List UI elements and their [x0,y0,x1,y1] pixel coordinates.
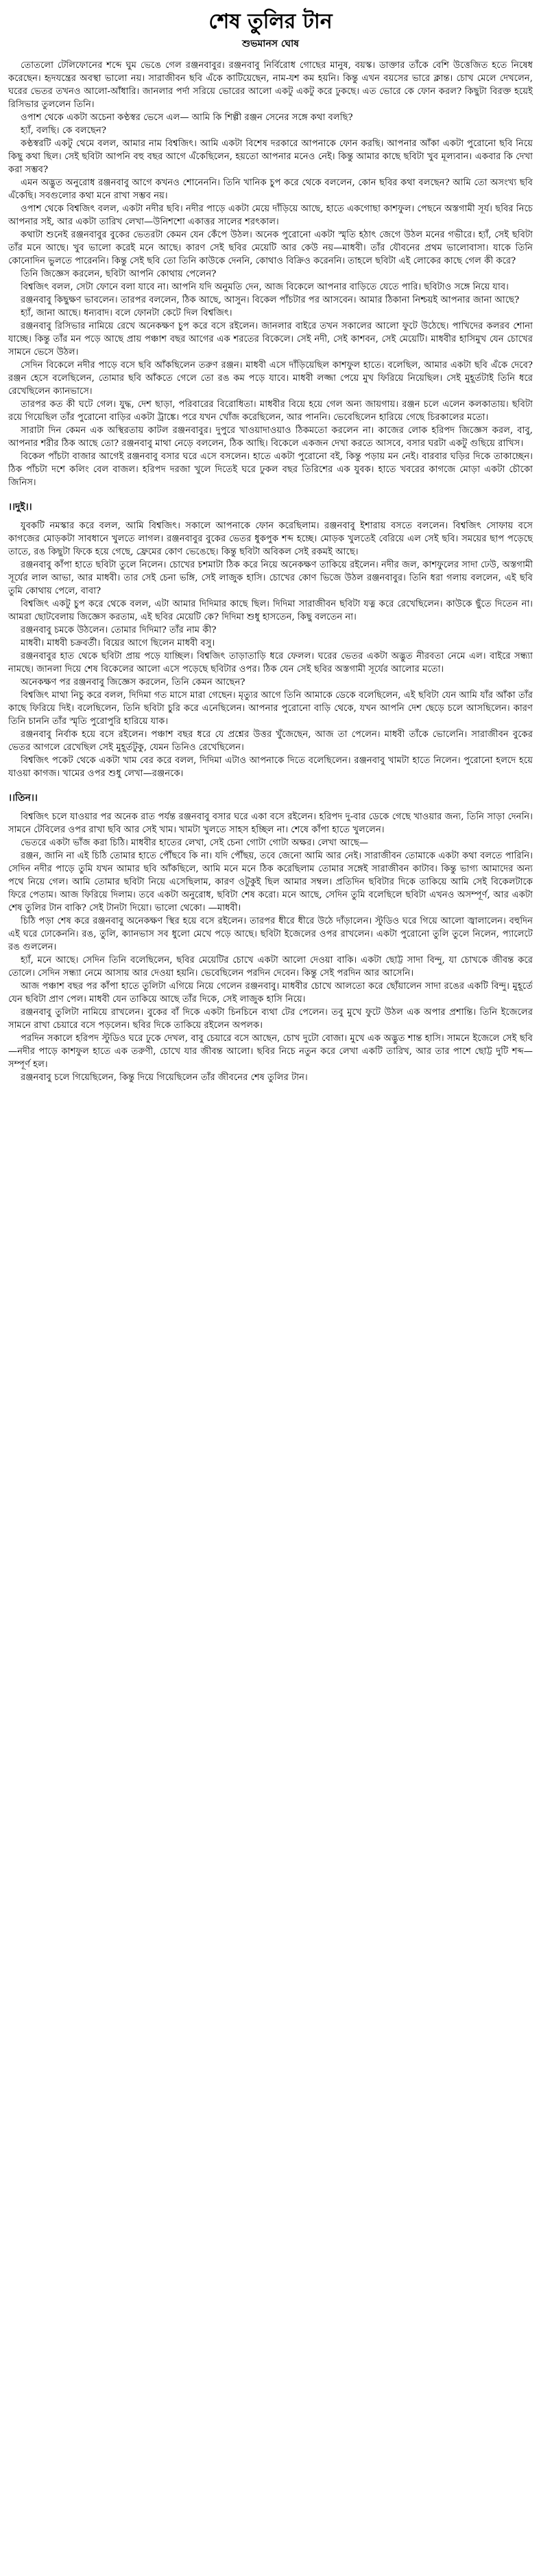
story-section-2 [8,499,533,780]
paragraph: ওপাশ থেকে একটা অচেনা কণ্ঠস্বর ভেসে এল— আমি কি শিল্পী রঞ্জন সেনের সঙ্গে কথা বলছি? [21,113,353,123]
paragraph: বিশ্বজিৎ একটু চুপ করে থেকে বলল, এটা আমার দিদিমার কাছে ছিল। দিদিমা সারাজীবন ছবিটা যত্ন করে রেখেছিলেন। কাউকে ছুঁতে দিতেন না। আমরা ছোটবেলায় জিজ্ঞেস করতাম, এই ছবির মেয়েটি কে? দিদিমা শুধু হাসতেন, কিছু বলতেন না। [8,599,533,622]
paragraph: ওপাশ থেকে বিশ্বজিৎ বলল, একটা নদীর ছবি। নদীর পাড়ে একটা মেয়ে দাঁড়িয়ে আছে, হাতে একগোছা কাশফুল। পেছনে অস্তগামী সূর্য। ছবির নিচে আপনার সই, আর একটা তারিখ লেখা—উনিশশো একাত্তর সালের শরৎকাল। [8,204,533,227]
paragraph: বিশ্বজিৎ পকেট থেকে একটা খাম বের করে বলল, দিদিমা এটাও আপনাকে দিতে বলেছিলেন। রঞ্জনবাবু খামটা হাতে নিলেন। পুরোনো হলদে হয়ে যাওয়া কাগজ। খামের ওপর শুধু লেখা—রঞ্জনকে। [8,756,533,779]
paragraph: রঞ্জনবাবু নির্বাক হয়ে বসে রইলেন। পঞ্চাশ বছর ধরে যে প্রশ্নের উত্তর খুঁজেছেন, আজ তা পেলেন। মাধবী তাঁকে ভোলেনি। সারাজীবন বুকের ভেতর আগলে রেখেছিল সেই মুহূর্তটুকু, যেমন তিনিও রেখেছিলেন। [8,729,533,753]
paragraph: রঞ্জনবাবু চলে গিয়েছিলেন, কিন্তু দিয়ে গিয়েছিলেন তাঁর জীবনের শেষ তুলির টান। [21,1073,308,1083]
paragraph: আজ পঞ্চাশ বছর পর কাঁপা হাতে তুলিটা এগিয়ে নিয়ে গেলেন রঞ্জনবাবু। মাধবীর চোখে আলতো করে ছোঁয়ালেন সাদা রঙের একটি বিন্দু। মুহূর্তে যেন ছবিটা প্রাণ পেল। মাধবী যেন তাকিয়ে আছে তাঁর দিকে, সেই লাজুক হাসি নিয়ে। [8,981,533,1005]
paragraph: কথাটা শুনেই রঞ্জনবাবুর বুকের ভেতরটা কেমন যেন কেঁপে উঠল। অনেক পুরোনো একটা স্মৃতি হঠাৎ জেগে উঠল মনের গভীরে। হ্যাঁ, সেই ছবিটা তাঁর মনে আছে। খুব ভালো করেই মনে আছে। কারণ সেই ছবির মেয়েটি আর কেউ নয়—মাধবী। তাঁর যৌবনের প্রথম ভালোবাসা। যাকে তিনি কোনোদিন ভুলতে পারেননি। কিন্তু সেই ছবি তো তিনি কাউকে দেননি, কোথাও বিক্রিও করেননি। তাহলে ছবিটা এই লোকের কাছে গেল কী করে? [8,230,533,266]
section-marker: ।।দুই।। [8,502,32,513]
paragraph: এমন অদ্ভুত অনুরোধ রঞ্জনবাবু আগে কখনও শোনেননি। তিনি খানিক চুপ করে থেকে বললেন, কোন ছবির কথা বলছেন? আমি তো অসংখ্য ছবি এঁকেছি। সবগুলোর কথা মনে রাখা সম্ভব নয়। [8,178,533,201]
paragraph: পরদিন সকালে হরিপদ স্টুডিও ঘরে ঢুকে দেখল, বাবু চেয়ারে বসে আছেন, চোখ দুটো বোজা। মুখে এক অদ্ভুত শান্ত হাসি। সামনে ইজেলে সেই ছবি—নদীর পাড়ে কাশফুল হাতে এক তরুণী, চোখে যার জীবন্ত আলো। ছবির নিচে নতুন করে লেখা একটি তারিখ, আর তার পাশে ছোট্ট দুটি শব্দ—সম্পূর্ণ হল। [8,1033,533,1070]
paragraph: যুবকটি নমস্কার করে বলল, আমি বিশ্বজিৎ। সকালে আপনাকে ফোন করেছিলাম। রঞ্জনবাবু ইশারায় বসতে বললেন। বিশ্বজিৎ সোফায় বসে কাগজের মোড়কটা সাবধানে খুলতে লাগল। রঞ্জনবাবুর বুকের ভেতর ধুকপুক শব্দ হচ্ছে। মোড়ক খুলতেই বেরিয়ে এল সেই ছবি। সময়ের ছাপ পড়েছে তাতে, রঙ কিছুটা ফিকে হয়ে গেছে, ফ্রেমের কোণ ভেঙেছে। কিন্তু ছবিটা অবিকল সেই রকমই আছে। [8,521,533,557]
paragraph: তোতলো টেলিফোনের শব্দে ঘুম ভেঙে গেল রঞ্জনবাবুর। রঞ্জনবাবু নির্বিরোধ গোছের মানুষ, বয়স্ক। ডাক্তার তাঁকে বেশি উত্তেজিত হতে নিষেধ করেছেন। হৃদযন্ত্রের অবস্থা ভালো নয়। সারাজীবন ছবি এঁকে কাটিয়েছেন, নাম-যশ কম হয়নি। কিন্তু এখন বয়সের ভারে ক্লান্ত। চোখ মেলে দেখলেন, ঘরের ভেতর তখনও আলো-আঁধারি। জানলার পর্দা সরিয়ে ভোরের আলো একটু একটু করে ঢুকছে। এত ভোরে কে ফোন করল? কিছুটা বিরক্ত হয়েই রিসিভার তুললেন তিনি। [8,60,533,110]
paragraph: তিনি জিজ্ঞেস করলেন, ছবিটা আপনি কোথায় পেলেন? [21,269,217,279]
paragraph: হ্যাঁ, বলছি। কে বলছেন? [21,126,106,136]
paragraph: রঞ্জনবাবু চমকে উঠলেন। তোমার দিদিমা? তাঁর নাম কী? [21,625,217,635]
story-section-1 [8,59,533,489]
paragraph: রঞ্জনবাবুর হাত থেকে ছবিটা প্রায় পড়ে যাচ্ছিল। বিশ্বজিৎ তাড়াতাড়ি ধরে ফেলল। ঘরের ভেতর একটা অদ্ভুত নীরবতা নেমে এল। বাইরে সন্ধ্যা নামছে। জানলা দিয়ে শেষ বিকেলের আলো এসে পড়েছে ছবিটার ওপর। ঠিক যেন সেই ছবির অস্তগামী সূর্যের আলোর মতো। [8,651,533,675]
paragraph: বিশ্বজিৎ চলে যাওয়ার পর অনেক রাত পর্যন্ত রঞ্জনবাবু বসার ঘরে একা বসে রইলেন। হরিপদ দু-বার ডেকে গেছে খাওয়ার জন্য, তিনি সাড়া দেননি। সামনে টেবিলের ওপর রাখা ছবি আর সেই খাম। খামটা খুলতে সাহস হচ্ছিল না। শেষে কাঁপা হাতে খুললেন। [8,812,533,835]
paragraph: অনেকক্ষণ পর রঞ্জনবাবু জিজ্ঞেস করলেন, তিনি কেমন আছেন? [21,677,245,688]
paragraph: রঞ্জনবাবু রিসিভার নামিয়ে রেখে অনেকক্ষণ চুপ করে বসে রইলেন। জানলার বাইরে তখন সকালের আলো ফুটে উঠেছে। পাখিদের কলরব শোনা যাচ্ছে। কিন্তু তাঁর মন পড়ে আছে প্রায় পঞ্চাশ বছর আগের এক শরতের বিকেলে। সেই নদী, সেই কাশবন, সেই মেয়েটি। মাধবীর হাসিমুখ যেন চোখের সামনে ভেসে উঠল। [8,321,533,358]
paragraph: সারাটা দিন কেমন এক অস্থিরতায় কাটল রঞ্জনবাবুর। দুপুরে খাওয়াদাওয়াও ঠিকমতো করলেন না। কাজের লোক হরিপদ জিজ্ঞেস করল, বাবু, আপনার শরীর ঠিক আছে তো? রঞ্জনবাবু মাথা নেড়ে বললেন, ঠিক আছি। বিকেলে একজন দেখা করতে আসবে, বসার ঘরটা একটু গুছিয়ে রাখিস। [8,425,533,449]
section-marker: ।।তিন।। [8,793,38,804]
paragraph: সেদিন বিকেলে নদীর পাড়ে বসে ছবি আঁকছিলেন তরুণ রঞ্জন। মাধবী এসে দাঁড়িয়েছিল কাশফুল হাতে। বলেছিল, আমার একটা ছবি এঁকে দেবে? রঞ্জন হেসে বলেছিলেন, তোমার ছবি আঁকতে গেলে তো রঙ কম পড়ে যাবে। মাধবী লজ্জা পেয়ে মুখ ফিরিয়ে নিয়েছিল। সেই মুহূর্তটাই তিনি ধরে রেখেছিলেন ক্যানভাসে। [8,360,533,397]
paragraph: কণ্ঠস্বরটি একটু থেমে বলল, আমার নাম বিশ্বজিৎ। আমি একটা বিশেষ দরকারে আপনাকে ফোন করছি। আপনার আঁকা একটা পুরোনো ছবি নিয়ে কিছু কথা ছিল। সেই ছবিটা আপনি বহু বছর আগে এঁকেছিলেন, হয়তো আপনার মনেও নেই। কিন্তু আমার কাছে ছবিটা খুব মূল্যবান। একবার কি দেখা করা সম্ভব? [8,139,533,175]
paragraph: বিকেল পাঁচটা বাজার আগেই রঞ্জনবাবু বসার ঘরে এসে বসলেন। হাতে একটা পুরোনো বই, কিন্তু পড়ায় মন নেই। বারবার ঘড়ির দিকে তাকাচ্ছেন। ঠিক পাঁচটা দশে কলিং বেল বাজল। হরিপদ দরজা খুলে দিতেই ঘরে ঢুকল বছর তিরিশের এক যুবক। হাতে খবরের কাগজে মোড়া একটা চৌকো জিনিস। [8,452,533,488]
paragraph: ভেতরে একটা ভাঁজ করা চিঠি। মাধবীর হাতের লেখা, সেই চেনা গোটা গোটা অক্ষর। লেখা আছে— [21,838,369,848]
paragraph: হ্যাঁ, মনে আছে। সেদিন তিনি বলেছিলেন, ছবির মেয়েটির চোখে একটা আলো দেওয়া বাকি। একটা ছোট্ট সাদা বিন্দু, যা চোখকে জীবন্ত করে তোলে। সেদিন সন্ধ্যা নেমে আসায় আর দেওয়া হয়নি। ভেবেছিলেন পরদিন দেবেন। কিন্তু সেই পরদিন আর আসেনি। [8,955,533,979]
paragraph: বিশ্বজিৎ মাথা নিচু করে বলল, দিদিমা গত মাসে মারা গেছেন। মৃত্যুর আগে তিনি আমাকে ডেকে বলেছিলেন, এই ছবিটা যেন আমি যাঁর আঁকা তাঁর কাছে ফিরিয়ে দিই। বলেছিলেন, তিনি ছবিটা চুরি করে এনেছিলেন। আপনার পুরোনো বাড়ি থেকে, যখন আপনি দেশ ছেড়ে চলে আসছিলেন। কারণ তিনি চাননি তাঁর স্মৃতি পুরোপুরি হারিয়ে যাক। [8,690,533,727]
paragraph: হ্যাঁ, জানা আছে। ধন্যবাদ। বলে ফোনটা কেটে দিল বিশ্বজিৎ। [21,308,232,318]
story-section-3 [8,790,533,1084]
paragraph: তারপর কত কী ঘটে গেল। যুদ্ধ, দেশ ছাড়া, পরিবারের বিরোধিতা। মাধবীর বিয়ে হয়ে গেল অন্য জায়গায়। রঞ্জন চলে এলেন কলকাতায়। ছবিটা রয়ে গিয়েছিল তাঁর পুরোনো বাড়ির একটা ট্রাঙ্কে। পরে যখন খোঁজ করেছিলেন, আর পাননি। ভেবেছিলেন হারিয়ে গেছে চিরকালের মতো। [8,399,533,423]
paragraph: রঞ্জন, জানি না এই চিঠি তোমার হাতে পৌঁছবে কি না। যদি পৌঁছয়, তবে জেনো আমি আর নেই। সারাজীবন তোমাকে একটা কথা বলতে পারিনি। সেদিন নদীর পাড়ে তুমি যখন আমার ছবি আঁকছিলে, আমি মনে মনে ঠিক করেছিলাম তোমার সঙ্গেই সারাজীবন কাটাব। কিন্তু ভাগ্য আমাদের অন্য পথে নিয়ে গেল। আমি তোমার ছবিটা নিয়ে এসেছিলাম, কারণ ওটুকুই ছিল আমার সম্বল। প্রতিদিন ছবিটার দিকে তাকিয়ে আমি সেই বিকেলটাকে ফিরে পেতাম। আজ ফিরিয়ে দিলাম। তবে একটা অনুরোধ, ছবিটা শেষ করো। মনে আছে, সেদিন তুমি বলেছিলে ছবিটা এখনও অসম্পূর্ণ, আর একটা শেষ তুলির টান বাকি? সেই টানটা দিয়ো। ভালো থেকো। —মাধবী। [8,851,533,913]
paragraph: বিশ্বজিৎ বলল, সেটা ফোনে বলা যাবে না। আপনি যদি অনুমতি দেন, আজ বিকেলে আপনার বাড়িতে যেতে পারি। ছবিটাও সঙ্গে নিয়ে যাব। [21,282,509,292]
paragraph: মাধবী। মাধবী চক্রবর্তী। বিয়ের আগে ছিলেন মাধবী বসু। [21,638,215,648]
story-title: শেষ তুলির টান [208,10,333,34]
paragraph: রঞ্জনবাবু কাঁপা হাতে ছবিটা তুলে নিলেন। চোখের চশমাটা ঠিক করে নিয়ে অনেকক্ষণ তাকিয়ে রইলেন। নদীর জল, কাশফুলের সাদা ঢেউ, অস্তগামী সূর্যের লাল আভা, আর মাধবী। তার সেই চেনা ভঙ্গি, সেই লাজুক হাসি। চোখের কোণ ভিজে উঠল রঞ্জনবাবুর। তিনি ধরা গলায় বললেন, এই ছবি তুমি কোথায় পেলে, বাবা? [8,560,533,596]
paragraph: রঞ্জনবাবু কিছুক্ষণ ভাবলেন। তারপর বললেন, ঠিক আছে, আসুন। বিকেল পাঁচটার পর আসবেন। আমার ঠিকানা নিশ্চয়ই আপনার জানা আছে? [21,295,520,305]
story-author: শুভমানস ঘোষ [242,38,299,49]
paragraph: চিঠি পড়া শেষ করে রঞ্জনবাবু অনেকক্ষণ স্থির হয়ে বসে রইলেন। তারপর ধীরে ধীরে উঠে দাঁড়ালেন। স্টুডিও ঘরে গিয়ে আলো জ্বালালেন। বহুদিন এই ঘরে ঢোকেননি। রঙ, তুলি, ক্যানভাস সব ধুলো মেখে পড়ে আছে। ছবিটা ইজেলের ওপর রাখলেন। একটা পুরোনো তুলি তুলে নিলেন, প্যালেটে রঙ গুললেন। [8,916,533,952]
paragraph: রঞ্জনবাবু তুলিটা নামিয়ে রাখলেন। বুকের বাঁ দিকে একটা চিনচিনে ব্যথা টের পেলেন। তবু মুখে ফুটে উঠল এক অপার প্রশান্তি। তিনি ইজেলের সামনে রাখা চেয়ারে বসে পড়লেন। ছবির দিকে তাকিয়ে রইলেন অপলক। [8,1007,533,1031]
